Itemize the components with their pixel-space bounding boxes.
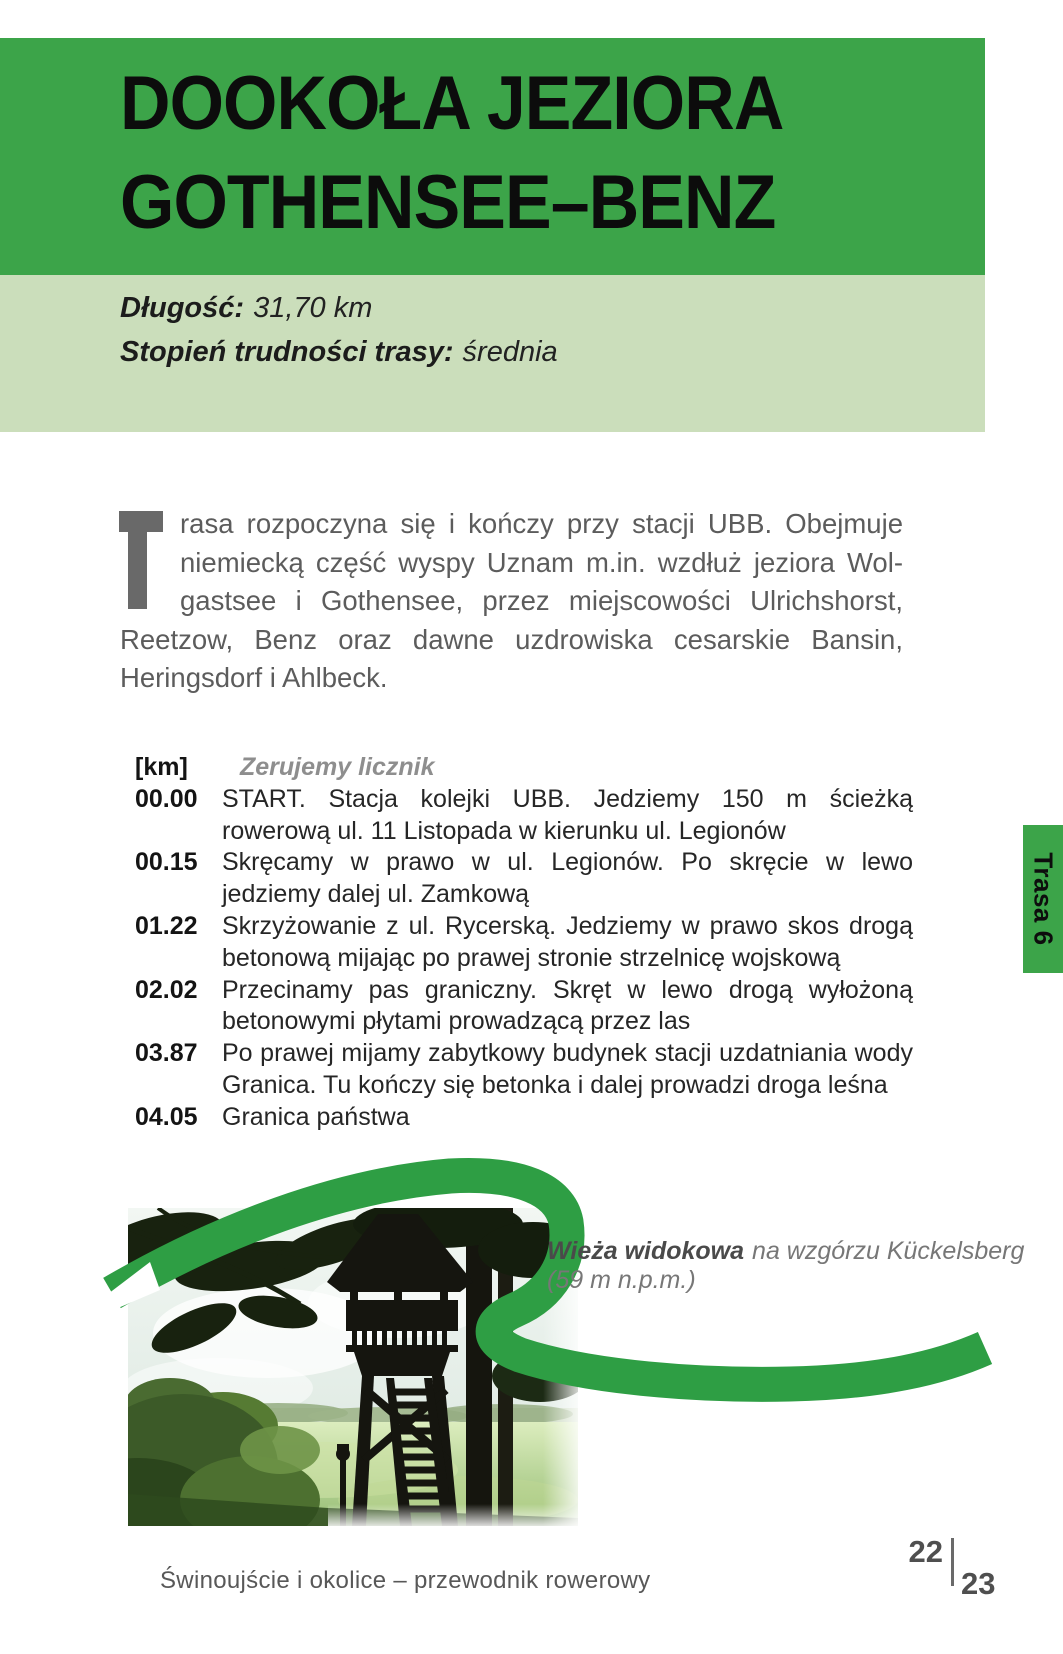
photo-caption-bold: Wieża widokowa (547, 1237, 745, 1265)
km-value: 00.00 (135, 784, 198, 813)
route-row (135, 911, 913, 975)
photo-caption-line1 (547, 1236, 1024, 1267)
lookout-tower-photo (128, 1208, 578, 1526)
intro-line: Reetzow, Benz oraz dawne uzdrowiska cesarskie Bansin, (120, 623, 903, 655)
page-title-line2: GOTHENSEE–BENZ (120, 160, 776, 245)
photo-caption-rest: na wzgórzu Kückelsberg (752, 1237, 1025, 1265)
km-description: Skrzyżowanie z ul. Rycerską. Jedziemy w prawo skos drogą betonową mijając po prawej stronie strzelnicę wojskową (222, 911, 913, 972)
page-number-right: 23 (961, 1566, 996, 1601)
route-difficulty-label: Stopień trudności trasy: (120, 336, 454, 368)
km-description: Przecinamy pas graniczny. Skręt w lewo drogą wyłożoną betonowymi płytami prowadzącą przez las (222, 975, 913, 1036)
route-number-tab (1023, 825, 1063, 973)
route-row (135, 847, 913, 911)
route-row (135, 784, 913, 848)
route-difficulty-value: średnia (462, 336, 558, 368)
km-value: 03.87 (135, 1039, 198, 1068)
route-number-label: Trasa 6 (1028, 852, 1059, 946)
km-description: Po prawej mijamy zabytkowy budynek stacji uzdatniania wody Granica. Tu kończy się betonka i dalej prowadzi droga leśna (222, 1039, 913, 1099)
page-number-divider (951, 1538, 954, 1586)
route-length-label: Długość: (120, 292, 245, 324)
km-value: 00.15 (135, 848, 198, 877)
intro-paragraph (120, 505, 903, 698)
route-row (135, 1102, 913, 1134)
reset-counter-note: Zerujemy licznik (240, 753, 435, 781)
page-numbers (895, 1532, 1015, 1602)
intro-line: Heringsdorf i Ahlbeck. (120, 662, 388, 694)
km-value: 01.22 (135, 911, 198, 940)
intro-line: gastsee i Gothensee, przez miejscowości Ulrichshorst, (180, 585, 903, 617)
intro-line: rasa rozpoczyna się i kończy przy stacji UBB. Obejmuje (180, 508, 903, 539)
lookout-tower-illustration (128, 1208, 578, 1526)
km-column-header: [km] (135, 753, 188, 781)
route-row (135, 975, 913, 1039)
book-footer-title: Świnoujście i okolice – przewodnik rowerowy (160, 1567, 651, 1594)
route-row (135, 1038, 913, 1102)
route-length (120, 292, 372, 325)
route-length-value: 31,70 km (253, 292, 373, 324)
km-value: 04.05 (135, 1102, 198, 1131)
route-difficulty (120, 336, 558, 369)
km-description: Granica państwa (222, 1102, 410, 1131)
route-log (135, 752, 913, 1134)
km-description: Skręcamy w prawo w ul. Legionów. Po skręcie w lewo jedziemy dalej ul. Zamkową (222, 848, 913, 909)
intro-line: niemiecką część wyspy Uznam m.in. wzdłuż jeziora Wol- (180, 546, 903, 578)
page-number-left: 22 (908, 1534, 943, 1569)
page-title-line1: DOOKOŁA JEZIORA (120, 61, 784, 146)
photo-caption-line2: (59 m n.p.m.) (547, 1266, 696, 1294)
km-value: 02.02 (135, 975, 198, 1004)
route-log-header (135, 752, 913, 784)
km-description: START. Stacja kolejki UBB. Jedziemy 150 m ścieżką rowerową ul. 11 Listopada w kierunku ul. Legionów (222, 784, 913, 845)
